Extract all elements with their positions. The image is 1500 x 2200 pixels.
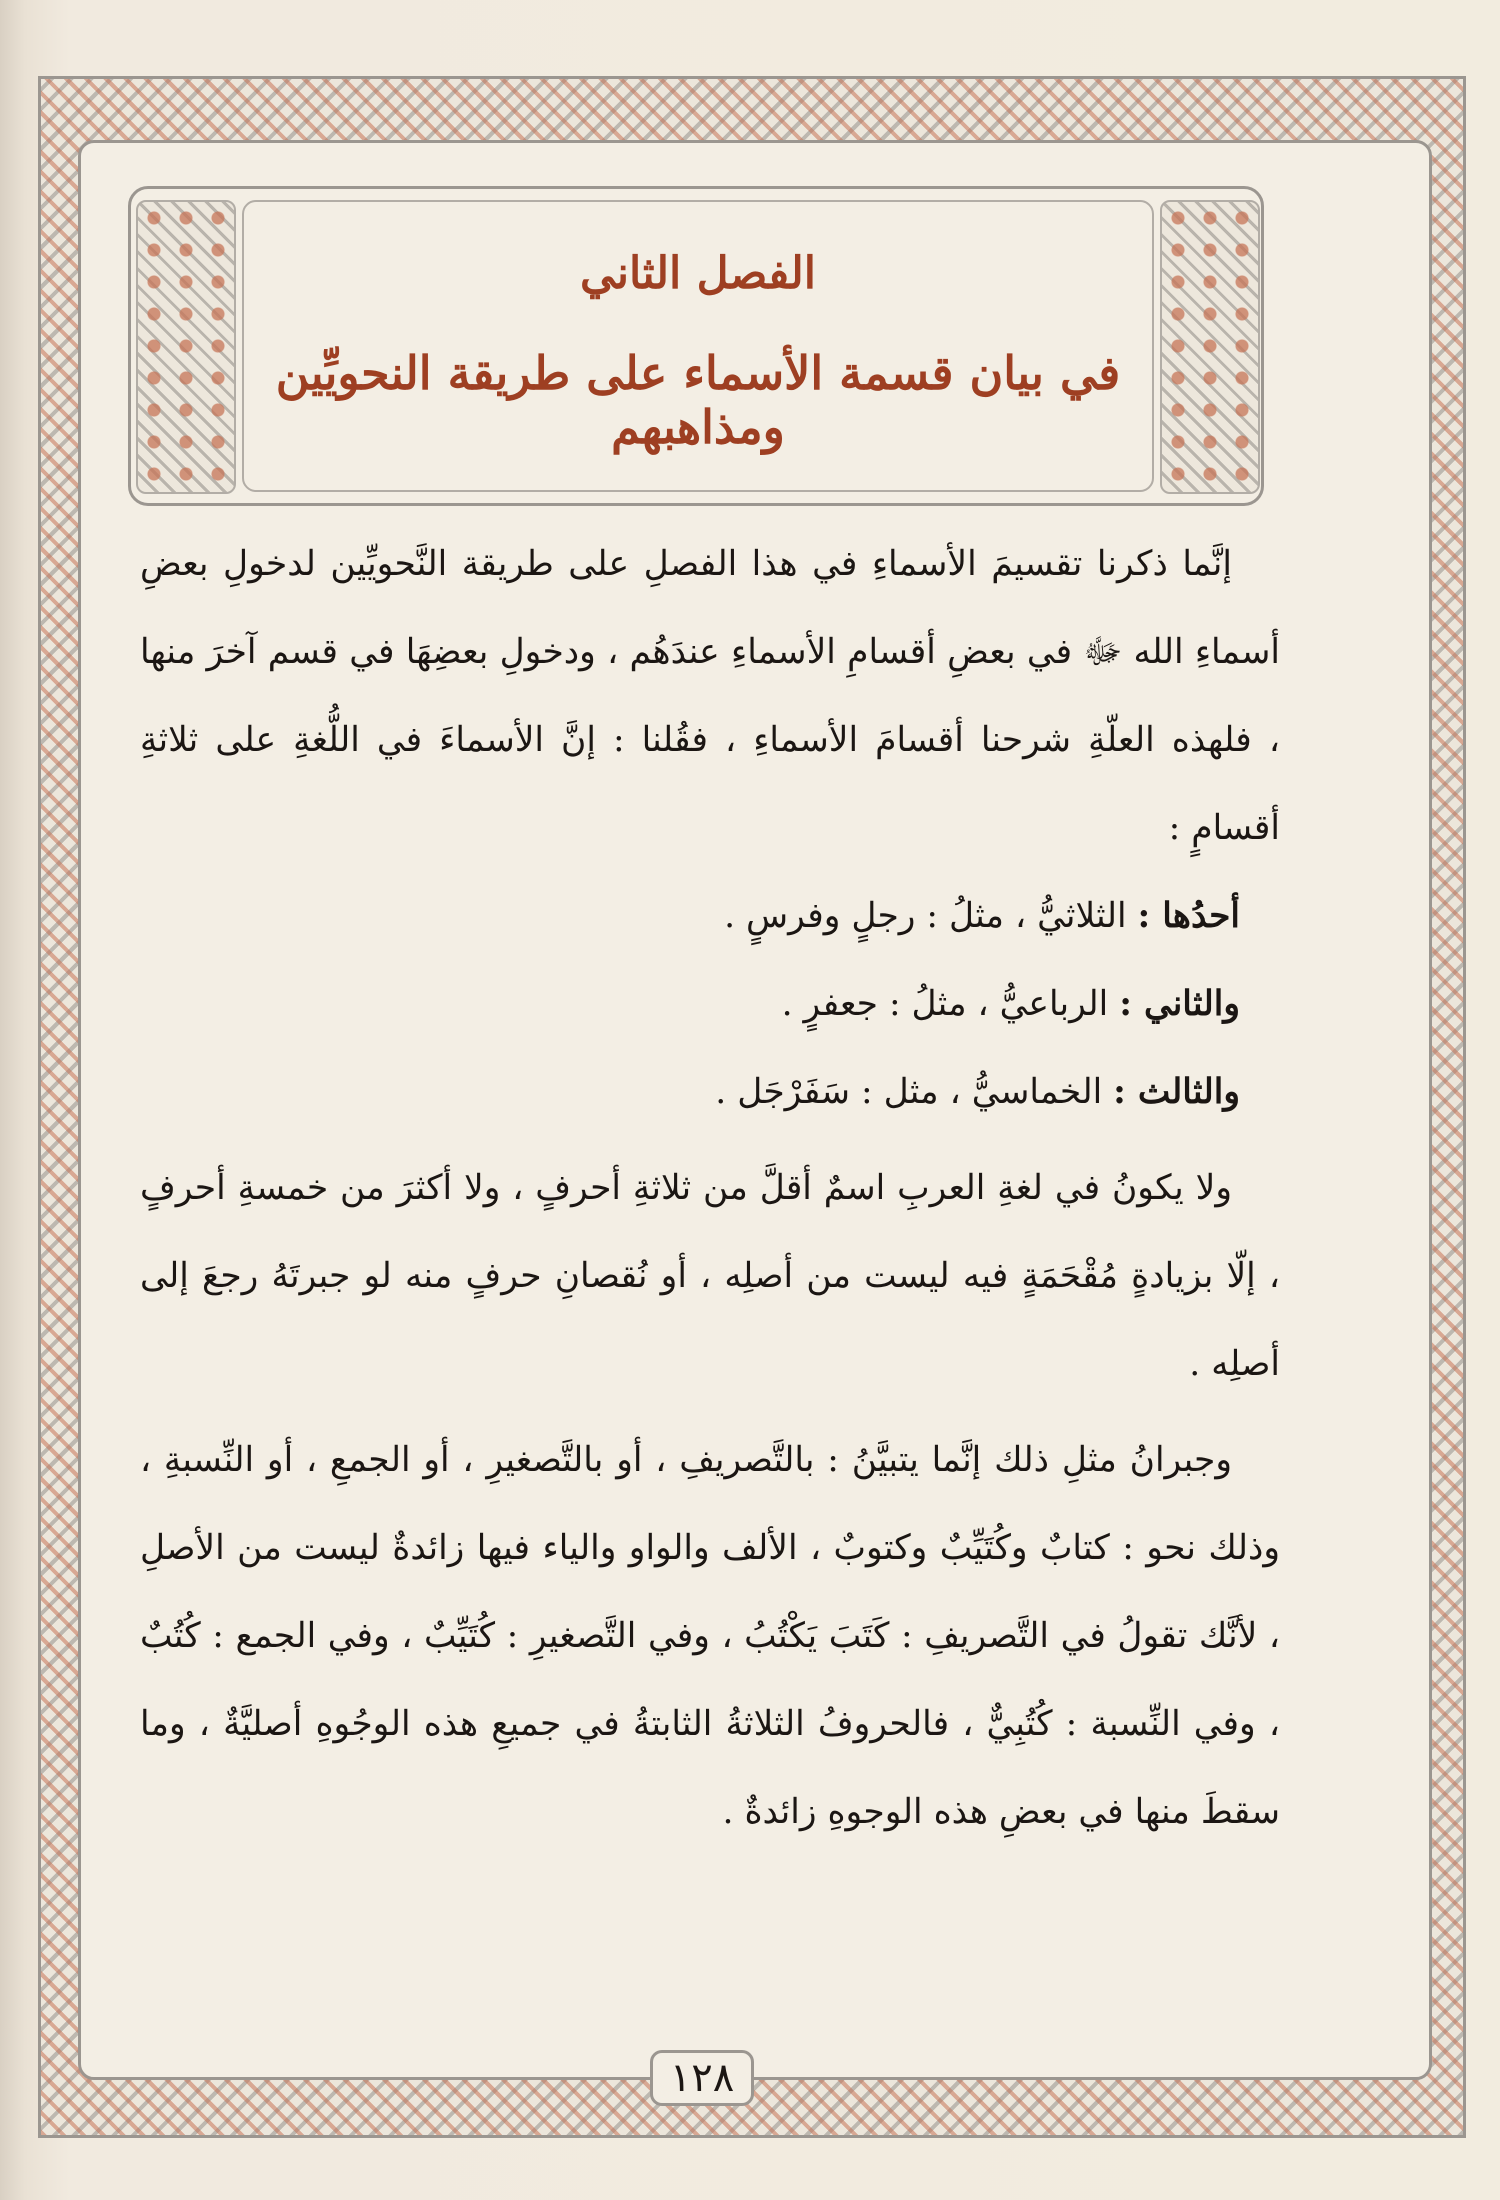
paragraph-jubran: وجبرانُ مثلِ ذلك إنَّما يتبيَّنُ : بالتَّصريفِ ، أو بالتَّصغيرِ ، أو الجمعِ ، أو النِّسبةِ ، وذلك نحو : كتابٌ وكُتَيِّبٌ وكتوبٌ ، الألف والواو والياء فيها زائدةٌ ليست من الأصلِ ، لأنَّك تقولُ في التَّصريفِ : كَتَبَ يَكْتُبُ ، وفي التَّصغيرِ : كُتَيِّبٌ ، وفي الجمع : كُتُبٌ ، وفي النِّسبة : كُتُبِيٌّ ، فالحروفُ الثلاثةُ الثابتةُ في جميعِ هذه الوجُوهِ أصليَّةٌ ، وما سقطَ منها في بعضِ هذه الوجوهِ زائدةٌ . (140, 1440, 1280, 1832)
item-lead: أحدُها : (1137, 896, 1240, 936)
paragraph-intro: إنَّما ذكرنا تقسيمَ الأسماءِ في هذا الفصلِ على طريقة النَّحويِّين لدخولِ بعضِ أسماءِ الله ﷻ في بعضِ أقسامِ الأسماءِ عندَهُم ، ودخولِ بعضِهَا في قسم آخرَ منها ، فلهذه العلّةِ شرحنا أقسامَ الأسماءِ ، فقُلنا : إنَّ الأسماءَ في اللُّغةِ على ثلاثةِ أقسامٍ : (140, 544, 1280, 848)
page-number: ١٢٨ (650, 2050, 754, 2106)
heading-ornament-right (1160, 200, 1260, 494)
item-text: الرباعيُّ ، مثلُ : جعفرٍ . (781, 984, 1109, 1024)
item-lead: والثالث : (1113, 1072, 1240, 1112)
list-item (140, 1048, 1280, 1136)
body-text (140, 520, 1280, 1856)
item-lead: والثاني : (1119, 984, 1240, 1024)
heading-ornament-left (136, 200, 236, 494)
chapter-subtitle: في بيان قسمة الأسماء على طريقة النحويِّين ومذاهبهم (275, 346, 1121, 454)
list-item (140, 872, 1280, 960)
paragraph-letters: ولا يكونُ في لغةِ العربِ اسمٌ أقلَّ من ثلاثةِ أحرفٍ ، ولا أكثرَ من خمسةِ أحرفٍ ، إلّا بزيادةٍ مُقْحَمَةٍ فيه ليست من أصلِه ، أو نُقصانِ حرفٍ منه لو جبرتَهُ رجعَ إلى أصلِه . (140, 1168, 1280, 1384)
item-text: الثلاثيُّ ، مثلُ : رجلٍ وفرسٍ . (724, 896, 1127, 936)
item-text: الخماسيُّ ، مثل : سَفَرْجَل . (715, 1072, 1103, 1112)
list-item (140, 960, 1280, 1048)
chapter-title: الفصل الثاني (580, 248, 816, 299)
